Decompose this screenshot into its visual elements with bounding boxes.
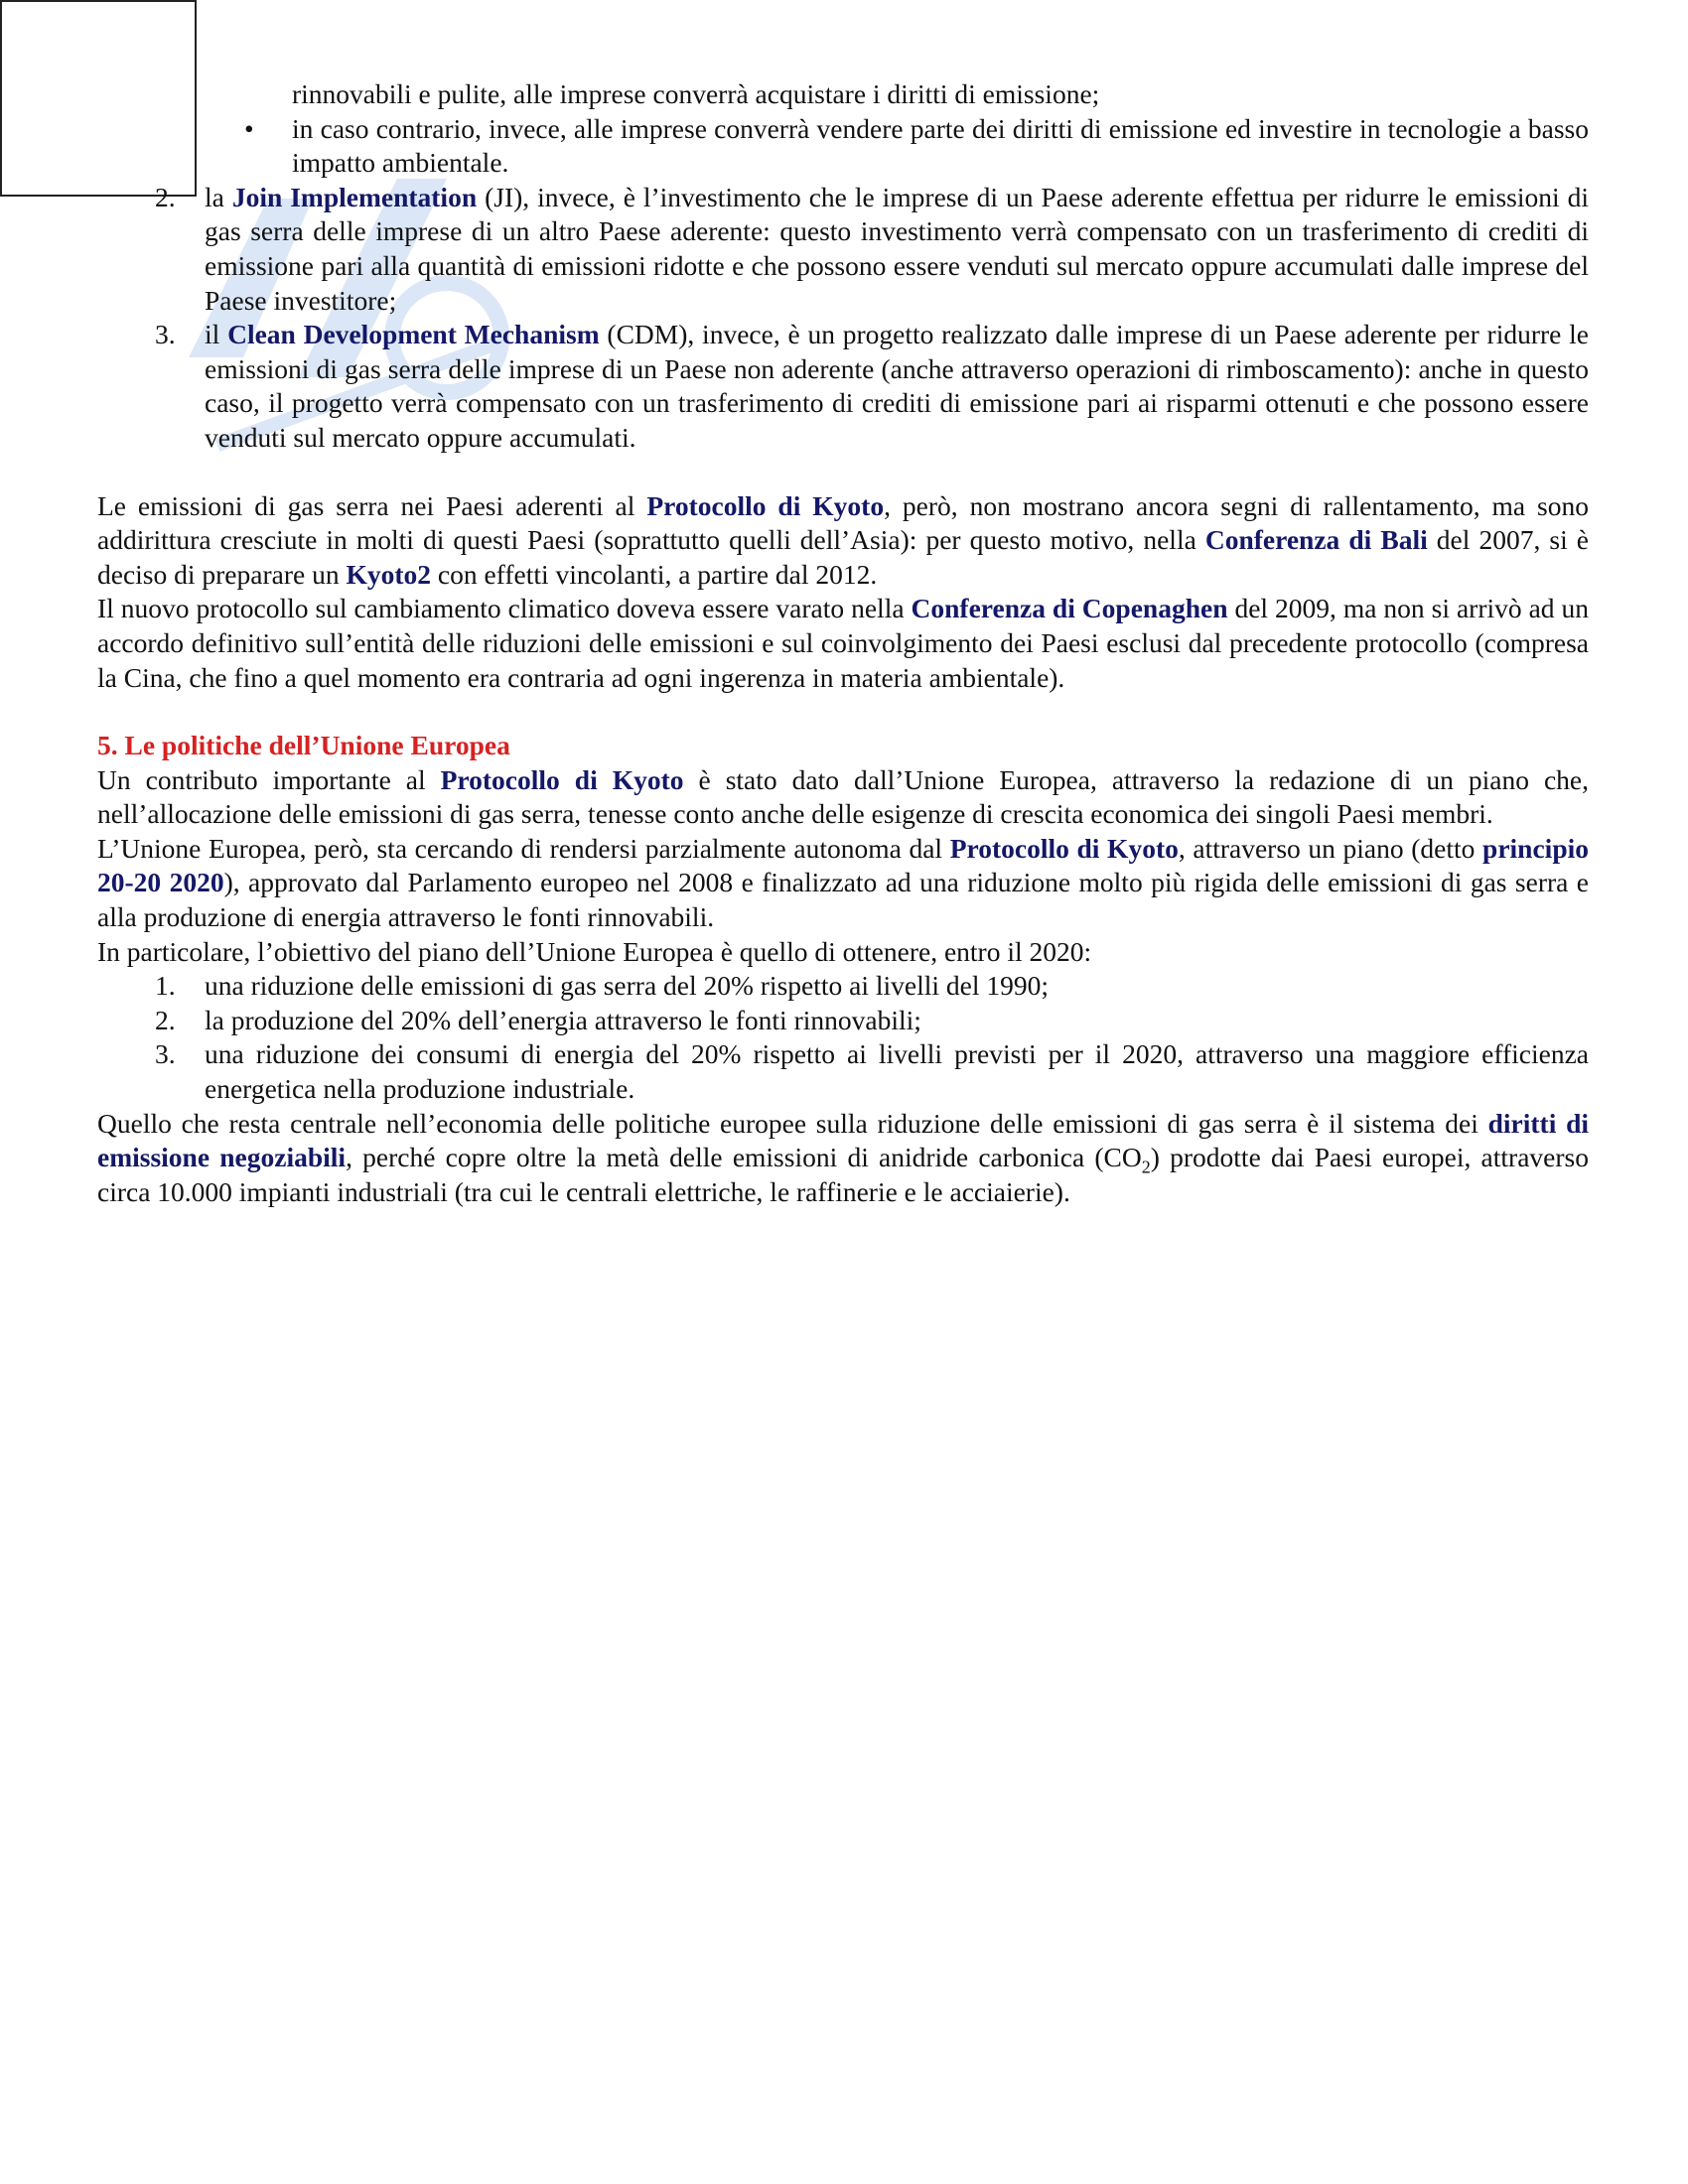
list-number: 3. bbox=[155, 1038, 176, 1070]
paragraph-eu-contribution: Un contributo importante al Protocollo di Kyoto è stato dato dall’Unione Europea, attraverso la redazione di un piano che, nell’allocazione delle emissioni di gas serra, tenesse conto anche delle esigenze di crescita economica dei singoli Paesi membri. bbox=[97, 763, 1589, 830]
paragraph-eu-objectives: In particolare, l’obiettivo del piano dell’Unione Europea è quello di ottenere, entro il 2020: bbox=[97, 935, 1092, 967]
subscript: 2 bbox=[1141, 1157, 1151, 1177]
section-heading: 5. Le politiche dell’Unione Europea bbox=[97, 730, 510, 761]
list-number: 3. bbox=[155, 319, 176, 350]
keyword: Join Implementation bbox=[231, 181, 478, 212]
list-number: 2. bbox=[155, 1004, 176, 1035]
keyword: Clean Development Mechanism bbox=[227, 319, 600, 350]
bullet-text: in caso contrario, invece, alle imprese converrà vendere parte dei diritti di emissione ed investire in tecnologie a basso impatto ambientale. bbox=[292, 112, 1589, 179]
paragraph-copenaghen: Il nuovo protocollo sul cambiamento climatico doveva essere varato nella Conferenza di Copenaghen del 2009, ma non si arrivò ad un accordo definitivo sull’entità delle riduzioni delle emissioni e sul coinvolgimento dei Paesi esclusi dal precedente protocollo (compresa la Cina, che fino a quel momento era contraria ad ogni ingerenza in materia ambientale). bbox=[97, 593, 1589, 693]
list-number: 2. bbox=[155, 181, 176, 212]
bullet-item bbox=[97, 112, 1589, 181]
keyword: Conferenza di Copenaghen bbox=[911, 593, 1228, 624]
bullet-text: rinnovabili e pulite, alle imprese converrà acquistare i diritti di emissione; bbox=[292, 78, 1100, 109]
keyword: diritti di emissione negoziabili bbox=[97, 1107, 1590, 1173]
paragraph-emission-rights: Quello che resta centrale nell’economia delle politiche europee sulla riduzione delle emissioni di gas serra è il sistema dei diritti di emissione negoziabili, perché copre oltre la metà delle emissioni di anidride carbonica $(CO_2)$ prodotte dai Paesi europei, attraverso circa 10.000 impianti industriali (tra cui le centrali elettriche, le raffinerie e le acciaierie). bbox=[97, 1107, 1590, 1207]
document-page bbox=[97, 77, 1589, 1209]
keyword: Protocollo di Kyoto bbox=[949, 832, 1179, 864]
list-item-cdm: 3. il Clean Development Mechanism (CDM), invece, è un progetto realizzato dalle imprese di un Paese aderente per ridurre le emissioni di gas serra delle imprese di un Paese non aderente (anche attraverso operazioni di rimboscamento): anche in questo caso, il progetto verrà compensato con un trasferimento di crediti di emissione pari ai risparmi ottenuti e che possono essere venduti sul mercato oppure accumulati. bbox=[155, 319, 1590, 453]
keyword: principio 20-20 2020 bbox=[97, 832, 1590, 898]
keyword: Kyoto2 bbox=[346, 558, 432, 590]
bullet-item bbox=[97, 77, 1589, 112]
list-number: 1. bbox=[155, 970, 176, 1002]
list-item: 1. una riduzione delle emissioni di gas serra del 20% rispetto ai livelli del 1990; bbox=[97, 969, 1589, 1004]
bullet-marker: • bbox=[244, 112, 254, 144]
list-item-join-implementation: 2. la Join Implementation (JI), invece, è l’investimento che le imprese di un Paese aderente effettua per ridurre le emissioni di gas serra delle imprese di un altro Paese aderente: questo investimento verrà compensato con un trasferimento di crediti di emissione pari alla quantità di emissioni ridotte e che possono essere venduti sul mercato oppure accumulati dalle imprese del Paese investitore; bbox=[155, 181, 1589, 316]
paragraph-eu-autonomy: L’Unione Europea, però, sta cercando di rendersi parzialmente autonoma dal Protocollo di Kyoto, attraverso un piano (detto principio 20-20 2020), approvato dal Parlamento europeo nel 2008 e finalizzato ad una riduzione molto più rigida delle emissioni di gas serra e alla produzione di energia attraverso le fonti rinnovabili. bbox=[97, 832, 1590, 933]
list-item: 3. una riduzione dei consumi di energia del 20% rispetto ai livelli previsti per il 2020, attraverso una maggiore efficienza energetica nella produzione industriale. bbox=[155, 1038, 1589, 1105]
list-item: 2. la produzione del 20% dell’energia attraverso le fonti rinnovabili; bbox=[97, 1004, 1589, 1038]
keyword: Protocollo di Kyoto bbox=[646, 489, 885, 521]
paragraph-kyoto-growth: Le emissioni di gas serra nei Paesi aderenti al Protocollo di Kyoto, però, non mostrano ancora segni di rallentamento, ma sono addirittura cresciute in molti di questi Paesi (soprattutto quelli dell’Asia): per questo motivo, nella Conferenza di Bali del 2007, si è deciso di preparare un Kyoto2 con effetti vincolanti, a partire dal 2012. bbox=[97, 489, 1590, 590]
keyword: Conferenza di Bali bbox=[1204, 524, 1428, 556]
keyword: Protocollo di Kyoto bbox=[440, 763, 684, 795]
